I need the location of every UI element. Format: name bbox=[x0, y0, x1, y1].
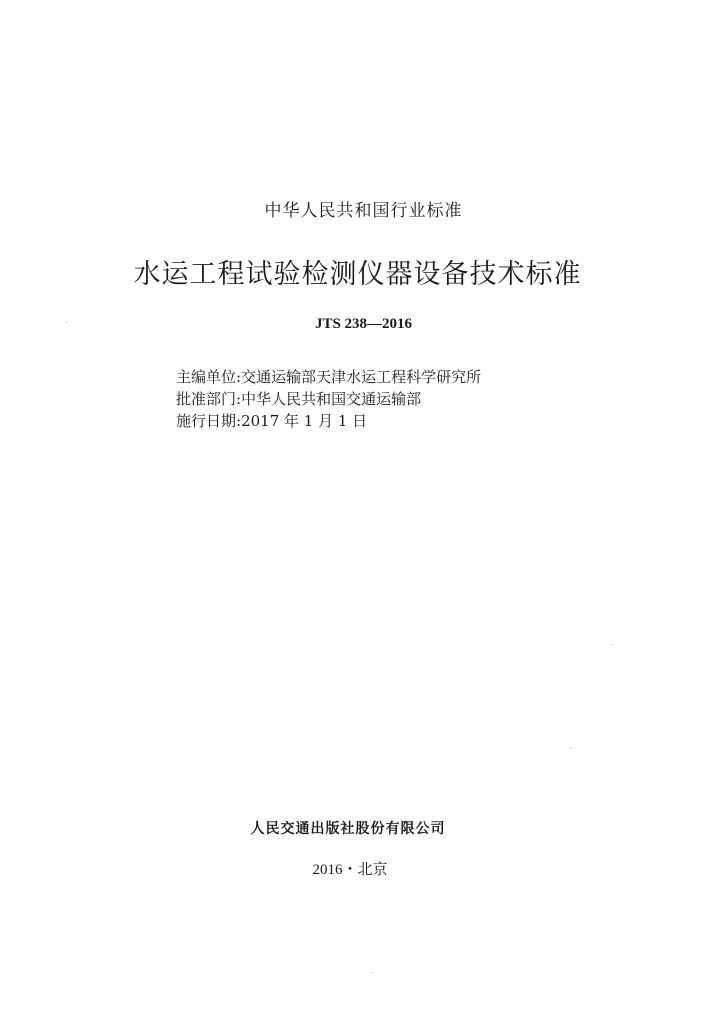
info-row-editor bbox=[176, 366, 481, 388]
info-label: 主编单位 bbox=[176, 368, 237, 386]
publication-date-place: 2016・北京 bbox=[312, 862, 388, 878]
info-separator: : bbox=[236, 390, 242, 408]
scan-speck bbox=[612, 644, 613, 645]
info-label: 施行日期 bbox=[176, 412, 237, 430]
scan-speck bbox=[570, 748, 571, 749]
info-label: 批准部门 bbox=[176, 390, 237, 408]
info-value: 中华人民共和国交通运输部 bbox=[241, 390, 422, 408]
scan-speck bbox=[372, 972, 373, 973]
info-row-approver bbox=[176, 388, 481, 410]
info-separator: : bbox=[236, 368, 242, 386]
info-separator: : bbox=[236, 412, 242, 430]
info-block bbox=[176, 366, 481, 432]
document-title: 水运工程试验检测仪器设备技术标准 bbox=[133, 259, 582, 290]
info-value: 交通运输部天津水运工程科学研究所 bbox=[241, 368, 482, 386]
standard-series-label: 中华人民共和国行业标准 bbox=[264, 201, 463, 221]
info-value: 2017 年 1 月 1 日 bbox=[241, 412, 368, 430]
scan-speck bbox=[66, 322, 67, 323]
publisher-name: 人民交通出版社股份有限公司 bbox=[250, 821, 446, 837]
info-row-effective-date bbox=[176, 410, 481, 432]
standard-code: JTS 238—2016 bbox=[314, 316, 413, 332]
